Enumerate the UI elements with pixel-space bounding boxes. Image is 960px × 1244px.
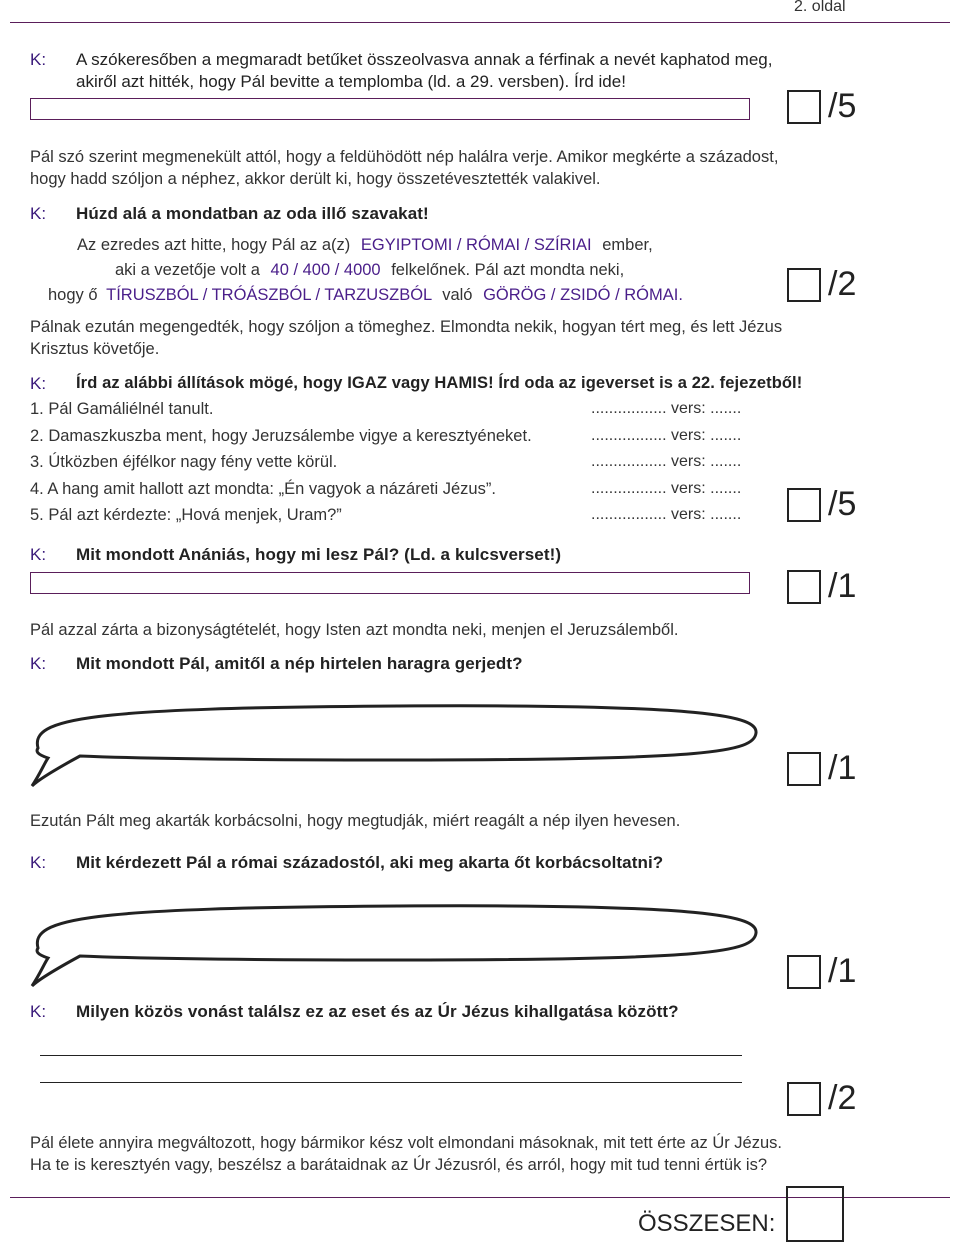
q4-score: /1 [828, 567, 857, 605]
q2-s2-pre: aki a vezetője volt a [115, 261, 260, 279]
total-label: ÖSSZESEN: [638, 1210, 776, 1237]
q1-line1: A szókeresőben a megmaradt betűket összeolvasva annak a férfinak a nevét kaphatod meg, [76, 50, 773, 69]
q6-score: /1 [828, 952, 857, 990]
q1-score-box[interactable] [787, 90, 821, 124]
q3-statement-2: 2. Damaszkuszba ment, hogy Jeruzsálembe vigye a keresztyéneket. [30, 427, 532, 445]
para5-line1: Pál élete annyira megváltozott, hogy bármikor kész volt elmondani másoknak, mit tett érte az Úr Jézus. [30, 1134, 782, 1152]
q6-speech-bubble[interactable] [18, 888, 768, 992]
q3-score-box[interactable] [787, 488, 821, 522]
q3-statement-3: 3. Útközben éjfélkor nagy fény vette körül. [30, 453, 338, 471]
q2-s3-mid: való [442, 286, 473, 304]
task-label: K: [30, 545, 47, 564]
page-number: 2. oldal [794, 0, 846, 15]
task-label: K: [30, 1002, 47, 1021]
task-label: K: [30, 50, 47, 69]
q2-s1-options[interactable]: EGYIPTOMI / RÓMAI / SZÍRIAI [360, 236, 592, 254]
q1-answer-box[interactable] [30, 98, 750, 120]
q2-s3-pre: hogy ő [48, 286, 98, 304]
q4-answer-box[interactable] [30, 572, 750, 594]
q2-score-box[interactable] [787, 268, 821, 302]
task-label: K: [30, 374, 47, 393]
q7-answer-line-2[interactable] [40, 1082, 742, 1083]
verse-label[interactable]: vers: ....... [671, 506, 742, 523]
para5-line2: Ha te is keresztyén vagy, beszélsz a barátaidnak az Úr Jézusról, és arról, hogy mit tud tenni értük is? [30, 1156, 768, 1174]
q2-sentence2 [115, 261, 624, 280]
q2-score: /2 [828, 265, 857, 303]
q3-answer-2[interactable] [591, 427, 741, 445]
q6-score-box[interactable] [787, 955, 821, 989]
q3-statement-1: 1. Pál Gamáliélnél tanult. [30, 400, 214, 418]
para3: Pál azzal zárta a bizonyságtételét, hogy Isten azt mondta neki, menjen el Jeruzsálemből. [30, 621, 679, 639]
q5-speech-bubble[interactable] [18, 688, 768, 792]
task-label: K: [30, 853, 47, 872]
total-score-box[interactable] [786, 1186, 844, 1242]
verse-label[interactable]: vers: ....... [671, 480, 742, 497]
q4-title: Mit mondott Anániás, hogy mi lesz Pál? (Ld. a kulcsverset!) [76, 545, 562, 564]
q3-answer-4[interactable] [591, 480, 741, 498]
q6-title: Mit kérdezett Pál a római századostól, aki meg akarta őt korbácsoltatni? [76, 853, 664, 872]
task-label: K: [30, 654, 47, 673]
q7-answer-line-1[interactable] [40, 1055, 742, 1056]
q1-score: /5 [828, 87, 857, 125]
q7-score-box[interactable] [787, 1082, 821, 1116]
q3-answer-3[interactable] [591, 453, 741, 471]
q3-answer-5[interactable] [591, 506, 741, 524]
q2-title: Húzd alá a mondatban az oda illő szavakat! [76, 204, 429, 223]
q2-s1-pre: Az ezredes azt hitte, hogy Pál az a(z) [77, 236, 351, 254]
answer-dots[interactable]: ................. [591, 400, 667, 417]
q2-s2-post: felkelőnek. Pál azt mondta neki, [391, 261, 625, 279]
q5-score-box[interactable] [787, 752, 821, 786]
para4: Ezután Pált meg akarták korbácsolni, hogy megtudják, miért reagált a nép ilyen hevesen. [30, 812, 681, 830]
q3-statement-5: 5. Pál azt kérdezte: „Hová menjek, Uram?” [30, 506, 342, 524]
q2-s3-options1[interactable]: TÍRUSZBÓL / TRÓÁSZBÓL / TARZUSZBÓL [106, 286, 432, 304]
q3-score: /5 [828, 485, 857, 523]
answer-dots[interactable]: ................. [591, 453, 667, 470]
q1-line2: akiről azt hitték, hogy Pál bevitte a templomba (ld. a 29. versben). Írd ide! [76, 72, 626, 91]
q4-score-box[interactable] [787, 570, 821, 604]
q5-score: /1 [828, 749, 857, 787]
verse-label[interactable]: vers: ....... [671, 427, 742, 444]
para2-line1: Pálnak ezután megengedték, hogy szóljon a tömeghez. Elmondta nekik, hogyan tért meg, és lett Jézus [30, 318, 783, 336]
verse-label[interactable]: vers: ....... [671, 453, 742, 470]
answer-dots[interactable]: ................. [591, 506, 667, 523]
q7-title: Milyen közös vonást találsz ez az eset és az Úr Jézus kihallgatása között? [76, 1002, 679, 1021]
answer-dots[interactable]: ................. [591, 427, 667, 444]
q2-s1-post: ember, [602, 236, 653, 254]
q2-s2-options[interactable]: 40 / 400 / 4000 [270, 261, 381, 279]
para1-line1: Pál szó szerint megmenekült attól, hogy a feldühödött nép halálra verje. Amikor megkérte a századost, [30, 148, 779, 166]
q3-statement-4: 4. A hang amit hallott azt mondta: „Én vagyok a názáreti Jézus”. [30, 480, 496, 498]
q2-sentence1 [77, 236, 653, 255]
task-label: K: [30, 204, 47, 223]
q5-title: Mit mondott Pál, amitől a nép hirtelen haragra gerjedt? [76, 654, 523, 673]
q2-s3-options2[interactable]: GÖRÖG / ZSIDÓ / RÓMAI. [483, 286, 683, 304]
q3-title: Írd az alábbi állítások mögé, hogy IGAZ vagy HAMIS! Írd oda az igeverset is a 22. fejezetből! [76, 374, 803, 392]
verse-label[interactable]: vers: ....... [671, 400, 742, 417]
para2-line2: Krisztus követője. [30, 340, 160, 358]
q3-answer-1[interactable] [591, 400, 741, 418]
para1-line2: hogy hadd szóljon a néphez, akkor derült ki, hogy összetévesztették valakivel. [30, 170, 601, 188]
answer-dots[interactable]: ................. [591, 480, 667, 497]
q2-sentence3 [48, 286, 683, 305]
header-divider [10, 22, 950, 23]
q7-score: /2 [828, 1079, 857, 1117]
